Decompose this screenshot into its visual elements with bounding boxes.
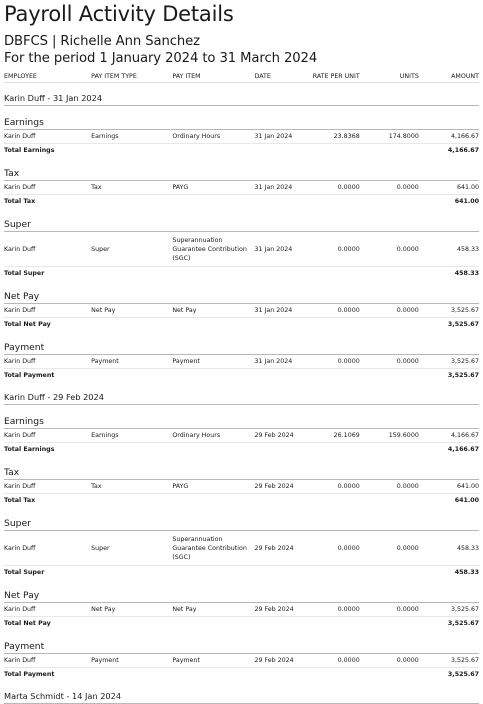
- cell-pay-item: Payment: [172, 654, 254, 668]
- section-total-label: Total Super: [4, 270, 45, 277]
- cell-rate-per-unit: 0.0000: [300, 603, 360, 617]
- section-total-label: Total Tax: [4, 198, 36, 205]
- section-total-row: [4, 144, 479, 158]
- cell-pay-item-type: Super: [91, 531, 172, 566]
- section-heading: [4, 456, 479, 480]
- cell-rate-per-unit: 23.8368: [300, 130, 360, 144]
- cell-pay-item: Superannuation Guarantee Contribution (SGC): [172, 232, 254, 267]
- cell-date: 29 Feb 2024: [255, 603, 300, 617]
- cell-amount: 3,525.67: [419, 654, 479, 668]
- cell-rate-per-unit: 0.0000: [300, 531, 360, 566]
- section-total-amount: 458.33: [454, 569, 479, 576]
- cell-amount: 4,166.67: [419, 429, 479, 443]
- cell-units: 0.0000: [360, 304, 419, 318]
- section-total-row: [4, 318, 479, 332]
- section-total-amount: 641.00: [454, 497, 479, 504]
- employee-period-label: Karin Duff - 29 Feb 2024: [4, 382, 479, 405]
- cell-pay-item: Net Pay: [172, 603, 254, 617]
- section-total-label: Total Tax: [4, 497, 36, 504]
- section-title: Net Pay: [4, 579, 479, 603]
- cell-amount: 641.00: [419, 181, 479, 195]
- table-row: [4, 480, 479, 494]
- cell-date: 29 Feb 2024: [255, 480, 300, 494]
- table-row: [4, 603, 479, 617]
- table-body: [4, 83, 479, 704]
- cell-amount: 458.33: [419, 232, 479, 267]
- cell-units: 174.8000: [360, 130, 419, 144]
- table-row: [4, 355, 479, 369]
- cell-units: 159.6000: [360, 429, 419, 443]
- cell-date: 31 Jan 2024: [255, 304, 300, 318]
- cell-employee: Karin Duff: [4, 304, 91, 318]
- employee-period-heading: [4, 681, 479, 704]
- section-heading: [4, 208, 479, 232]
- payroll-table: [4, 67, 479, 704]
- table-row: [4, 304, 479, 318]
- section-total-label: Total Super: [4, 569, 45, 576]
- table-header-row: [4, 67, 479, 83]
- cell-pay-item: PAYG: [172, 181, 254, 195]
- cell-units: 0.0000: [360, 355, 419, 369]
- cell-units: 0.0000: [360, 181, 419, 195]
- cell-rate-per-unit: 26.1069: [300, 429, 360, 443]
- section-heading: [4, 280, 479, 304]
- cell-date: 29 Feb 2024: [255, 531, 300, 566]
- cell-employee: Karin Duff: [4, 654, 91, 668]
- column-header-pay-item-type[interactable]: PAY ITEM TYPE: [91, 67, 172, 83]
- section-heading: [4, 579, 479, 603]
- column-header-amount[interactable]: AMOUNT: [419, 67, 479, 83]
- employee-period-label: Marta Schmidt - 14 Jan 2024: [4, 681, 479, 704]
- cell-amount: 3,525.67: [419, 603, 479, 617]
- cell-pay-item-type: Tax: [91, 480, 172, 494]
- cell-rate-per-unit: 0.0000: [300, 181, 360, 195]
- cell-pay-item-type: Payment: [91, 654, 172, 668]
- cell-date: 31 Jan 2024: [255, 232, 300, 267]
- employee-period-heading: [4, 83, 479, 106]
- section-heading: [4, 157, 479, 181]
- section-title: Payment: [4, 331, 479, 355]
- section-title: Earnings: [4, 106, 479, 130]
- section-total-label: Total Payment: [4, 671, 55, 678]
- section-title: Super: [4, 208, 479, 232]
- table-row: [4, 429, 479, 443]
- cell-amount: 641.00: [419, 480, 479, 494]
- cell-date: 29 Feb 2024: [255, 429, 300, 443]
- cell-pay-item: Superannuation Guarantee Contribution (SGC): [172, 531, 254, 566]
- section-total-amount: 3,525.67: [447, 671, 479, 678]
- cell-employee: Karin Duff: [4, 130, 91, 144]
- cell-pay-item: Net Pay: [172, 304, 254, 318]
- cell-date: 31 Jan 2024: [255, 130, 300, 144]
- section-total-amount: 641.00: [454, 198, 479, 205]
- cell-employee: Karin Duff: [4, 480, 91, 494]
- section-total-amount: 4,166.67: [447, 446, 479, 453]
- cell-rate-per-unit: 0.0000: [300, 304, 360, 318]
- section-total-amount: 3,525.67: [447, 321, 479, 328]
- section-total-row: [4, 267, 479, 281]
- employee-period-heading: [4, 382, 479, 405]
- cell-pay-item: Payment: [172, 355, 254, 369]
- column-header-rate-per-unit[interactable]: RATE PER UNIT: [300, 67, 360, 83]
- employee-period-label: Karin Duff - 31 Jan 2024: [4, 83, 479, 106]
- cell-units: 0.0000: [360, 232, 419, 267]
- column-header-pay-item[interactable]: PAY ITEM: [172, 67, 254, 83]
- cell-units: 0.0000: [360, 480, 419, 494]
- cell-amount: 3,525.67: [419, 304, 479, 318]
- cell-employee: Karin Duff: [4, 429, 91, 443]
- period-line: For the period 1 January 2024 to 31 March 2024: [4, 51, 318, 66]
- cell-rate-per-unit: 0.0000: [300, 232, 360, 267]
- cell-employee: Karin Duff: [4, 355, 91, 369]
- cell-rate-per-unit: 0.0000: [300, 654, 360, 668]
- column-header-date[interactable]: DATE: [255, 67, 300, 83]
- cell-amount: 458.33: [419, 531, 479, 566]
- section-total-row: [4, 195, 479, 209]
- section-title: Payment: [4, 630, 479, 654]
- section-total-label: Total Earnings: [4, 147, 55, 154]
- cell-pay-item: Ordinary Hours: [172, 429, 254, 443]
- section-heading: [4, 630, 479, 654]
- section-total-amount: 3,525.67: [447, 372, 479, 379]
- section-heading: [4, 507, 479, 531]
- table-row: [4, 232, 479, 267]
- cell-pay-item-type: Payment: [91, 355, 172, 369]
- section-total-amount: 458.33: [454, 270, 479, 277]
- section-heading: [4, 405, 479, 429]
- section-total-label: Total Payment: [4, 372, 55, 379]
- section-title: Super: [4, 507, 479, 531]
- section-total-row: [4, 494, 479, 508]
- cell-employee: Karin Duff: [4, 603, 91, 617]
- section-title: Earnings: [4, 405, 479, 429]
- cell-date: 29 Feb 2024: [255, 654, 300, 668]
- section-heading: [4, 331, 479, 355]
- section-total-amount: 3,525.67: [447, 620, 479, 627]
- section-title: Net Pay: [4, 280, 479, 304]
- table-row: [4, 181, 479, 195]
- cell-amount: 4,166.67: [419, 130, 479, 144]
- cell-date: 31 Jan 2024: [255, 355, 300, 369]
- section-total-row: [4, 369, 479, 383]
- cell-pay-item-type: Super: [91, 232, 172, 267]
- cell-pay-item: Ordinary Hours: [172, 130, 254, 144]
- cell-units: 0.0000: [360, 654, 419, 668]
- cell-pay-item-type: Earnings: [91, 130, 172, 144]
- section-total-label: Total Earnings: [4, 446, 55, 453]
- cell-pay-item-type: Net Pay: [91, 603, 172, 617]
- column-header-employee[interactable]: EMPLOYEE: [4, 67, 91, 83]
- section-heading: [4, 106, 479, 130]
- report-title: Payroll Activity Details: [4, 2, 234, 26]
- cell-rate-per-unit: 0.0000: [300, 480, 360, 494]
- section-title: Tax: [4, 157, 479, 181]
- cell-amount: 3,525.67: [419, 355, 479, 369]
- cell-pay-item: PAYG: [172, 480, 254, 494]
- table-row: [4, 130, 479, 144]
- section-total-row: [4, 566, 479, 580]
- cell-employee: Karin Duff: [4, 232, 91, 267]
- company-line: DBFCS | Richelle Ann Sanchez: [4, 34, 200, 49]
- cell-pay-item-type: Earnings: [91, 429, 172, 443]
- cell-employee: Karin Duff: [4, 181, 91, 195]
- cell-pay-item-type: Tax: [91, 181, 172, 195]
- cell-units: 0.0000: [360, 531, 419, 566]
- column-header-units[interactable]: UNITS: [360, 67, 419, 83]
- section-total-amount: 4,166.67: [447, 147, 479, 154]
- section-total-label: Total Net Pay: [4, 321, 51, 328]
- cell-rate-per-unit: 0.0000: [300, 355, 360, 369]
- table-row: [4, 531, 479, 566]
- cell-units: 0.0000: [360, 603, 419, 617]
- section-total-row: [4, 668, 479, 682]
- cell-date: 31 Jan 2024: [255, 181, 300, 195]
- cell-employee: Karin Duff: [4, 531, 91, 566]
- cell-pay-item-type: Net Pay: [91, 304, 172, 318]
- section-total-row: [4, 617, 479, 631]
- section-total-label: Total Net Pay: [4, 620, 51, 627]
- section-title: Tax: [4, 456, 479, 480]
- section-total-row: [4, 443, 479, 457]
